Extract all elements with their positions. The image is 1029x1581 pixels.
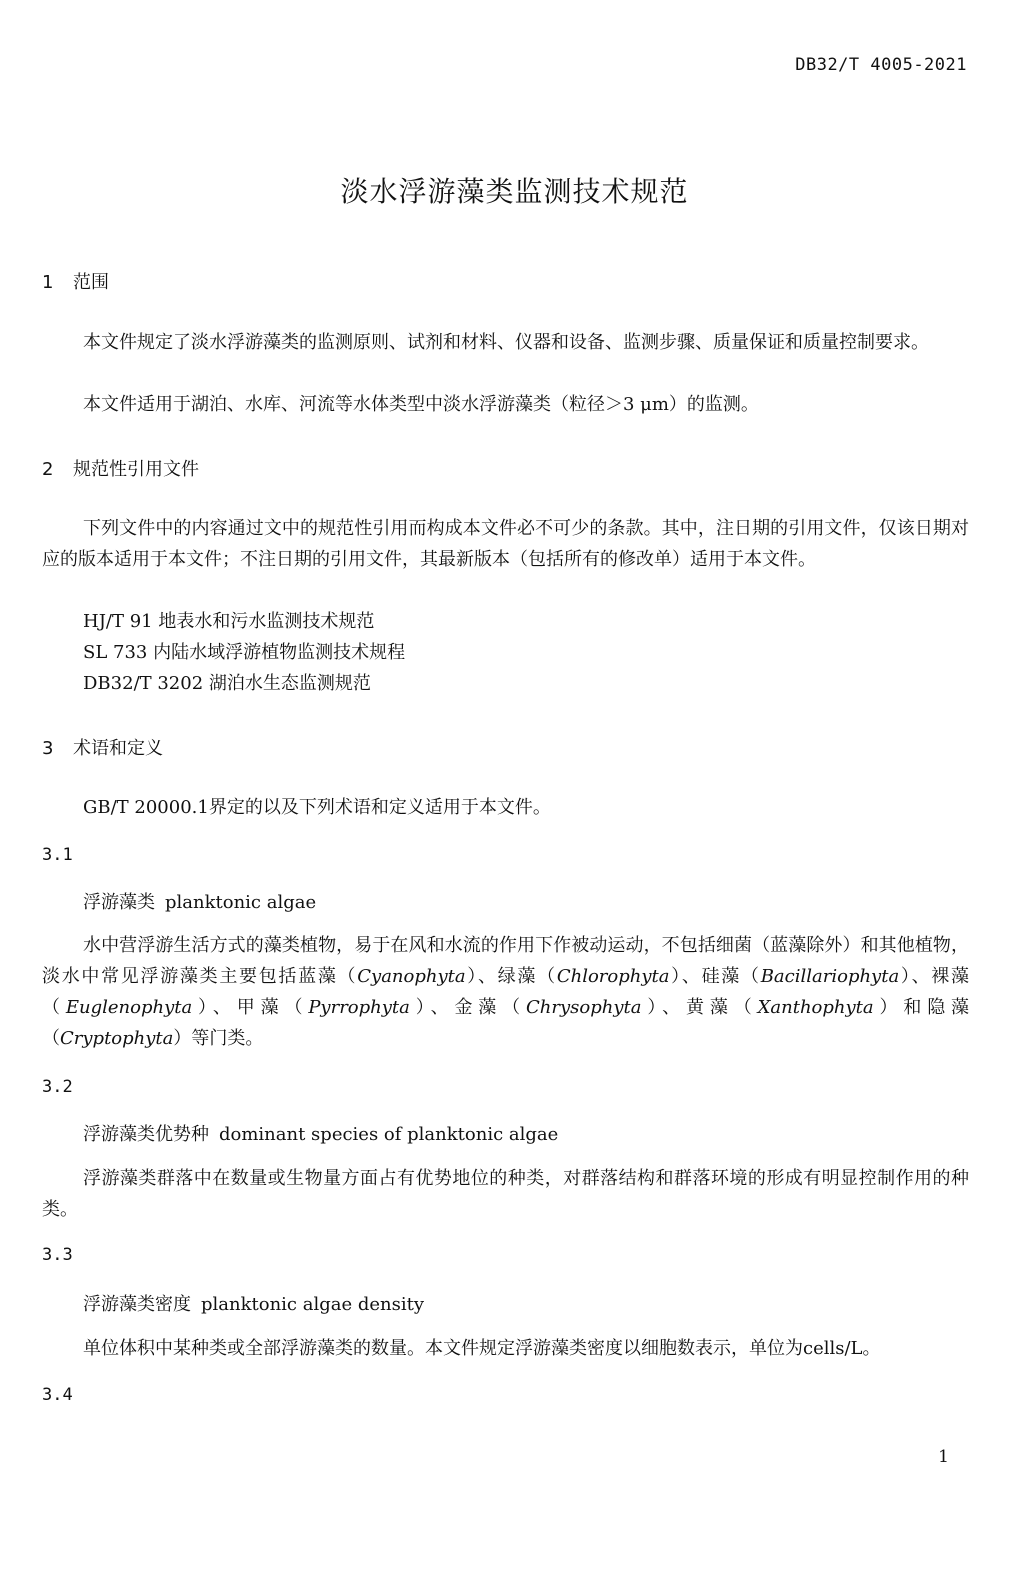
document-title: 淡水浮游藻类监测技术规范	[340, 175, 689, 208]
taxon-name: Euglenophyta	[65, 997, 193, 1018]
term-entry	[42, 1120, 969, 1146]
clause-number: 3.4	[42, 1385, 73, 1405]
reference-item: SL 733 内陆水域浮游植物监测技术规程	[83, 642, 406, 663]
reference-item: HJ/T 91 地表水和污水监测技术规范	[83, 611, 375, 632]
section-title: 术语和定义	[73, 738, 163, 759]
section-number: 1	[42, 272, 54, 293]
term-chinese: 浮游藻类优势种	[83, 1124, 209, 1145]
taxon-name: Cyanophyta	[357, 966, 466, 987]
page-number: 1	[938, 1447, 949, 1467]
term-definition: 单位体积中某种类或全部浮游藻类的数量。本文件规定浮游藻类密度以细胞数表示，单位为cells/L。	[83, 1338, 881, 1359]
section-title: 范围	[73, 272, 109, 293]
section-number: 2	[42, 459, 54, 480]
section-1-paragraph-2: 本文件适用于湖泊、水库、河流等水体类型中淡水浮游藻类（粒径＞3 μm）的监测。	[83, 394, 759, 415]
term-entry	[42, 1290, 969, 1316]
reference-item: DB32/T 3202 湖泊水生态监测规范	[83, 673, 371, 694]
taxon-name: Cryptophyta	[60, 1028, 174, 1049]
term-chinese: 浮游藻类密度	[83, 1294, 191, 1315]
section-2-heading	[42, 455, 969, 481]
section-number: 3	[42, 738, 54, 759]
section-1-paragraph-1: 本文件规定了淡水浮游藻类的监测原则、试剂和材料、仪器和设备、监测步骤、质量保证和质量控制要求。	[83, 332, 929, 353]
clause-number: 3.1	[42, 845, 73, 865]
taxon-name: Xanthophyta	[757, 997, 874, 1018]
taxon-name: Chlorophyta	[556, 966, 670, 987]
clause-number: 3.2	[42, 1077, 73, 1097]
taxon-name: Bacillariophyta	[760, 966, 900, 987]
section-2-paragraph: 下列文件中的内容通过文中的规范性引用而构成本文件必不可少的条款。其中，注日期的引用文件，仅该日期对应的版本适用于本文件；不注日期的引用文件，其最新版本（包括所有的修改单）适用于本文件。	[42, 518, 969, 570]
section-3-intro: GB/T 20000.1界定的以及下列术语和定义适用于本文件。	[83, 797, 551, 818]
term-english: planktonic algae	[165, 892, 317, 913]
section-1-heading	[42, 268, 969, 294]
term-english: planktonic algae density	[201, 1294, 425, 1315]
term-entry	[42, 888, 969, 914]
term-definition: 浮游藻类群落中在数量或生物量方面占有优势地位的种类，对群落结构和群落环境的形成有明显控制作用的种类。	[42, 1168, 969, 1220]
section-3-heading	[42, 734, 969, 760]
section-title: 规范性引用文件	[73, 459, 199, 480]
taxon-name: Pyrrophyta	[308, 997, 410, 1018]
clause-number: 3.3	[42, 1245, 73, 1265]
term-definition: 水中营浮游生活方式的藻类植物，易于在风和水流的作用下作被动运动，不包括细菌（蓝藻除外）和其他植物，淡水中常见浮游藻类主要包括蓝藻（Cyanophyta）、绿藻（Chlorophyta）、硅藻（Bacillariophyta）、裸藻（Euglenophyta）、甲藻（Pyrrophyta）、金藻（Chrysophyta）、黄藻（Xanthophyta）和隐藻（Cryptophyta）等门类。	[42, 935, 970, 1049]
term-english: dominant species of planktonic algae	[219, 1124, 559, 1145]
term-chinese: 浮游藻类	[83, 892, 155, 913]
taxon-name: Chrysophyta	[526, 997, 642, 1018]
standard-code: DB32/T 4005-2021	[795, 55, 967, 75]
